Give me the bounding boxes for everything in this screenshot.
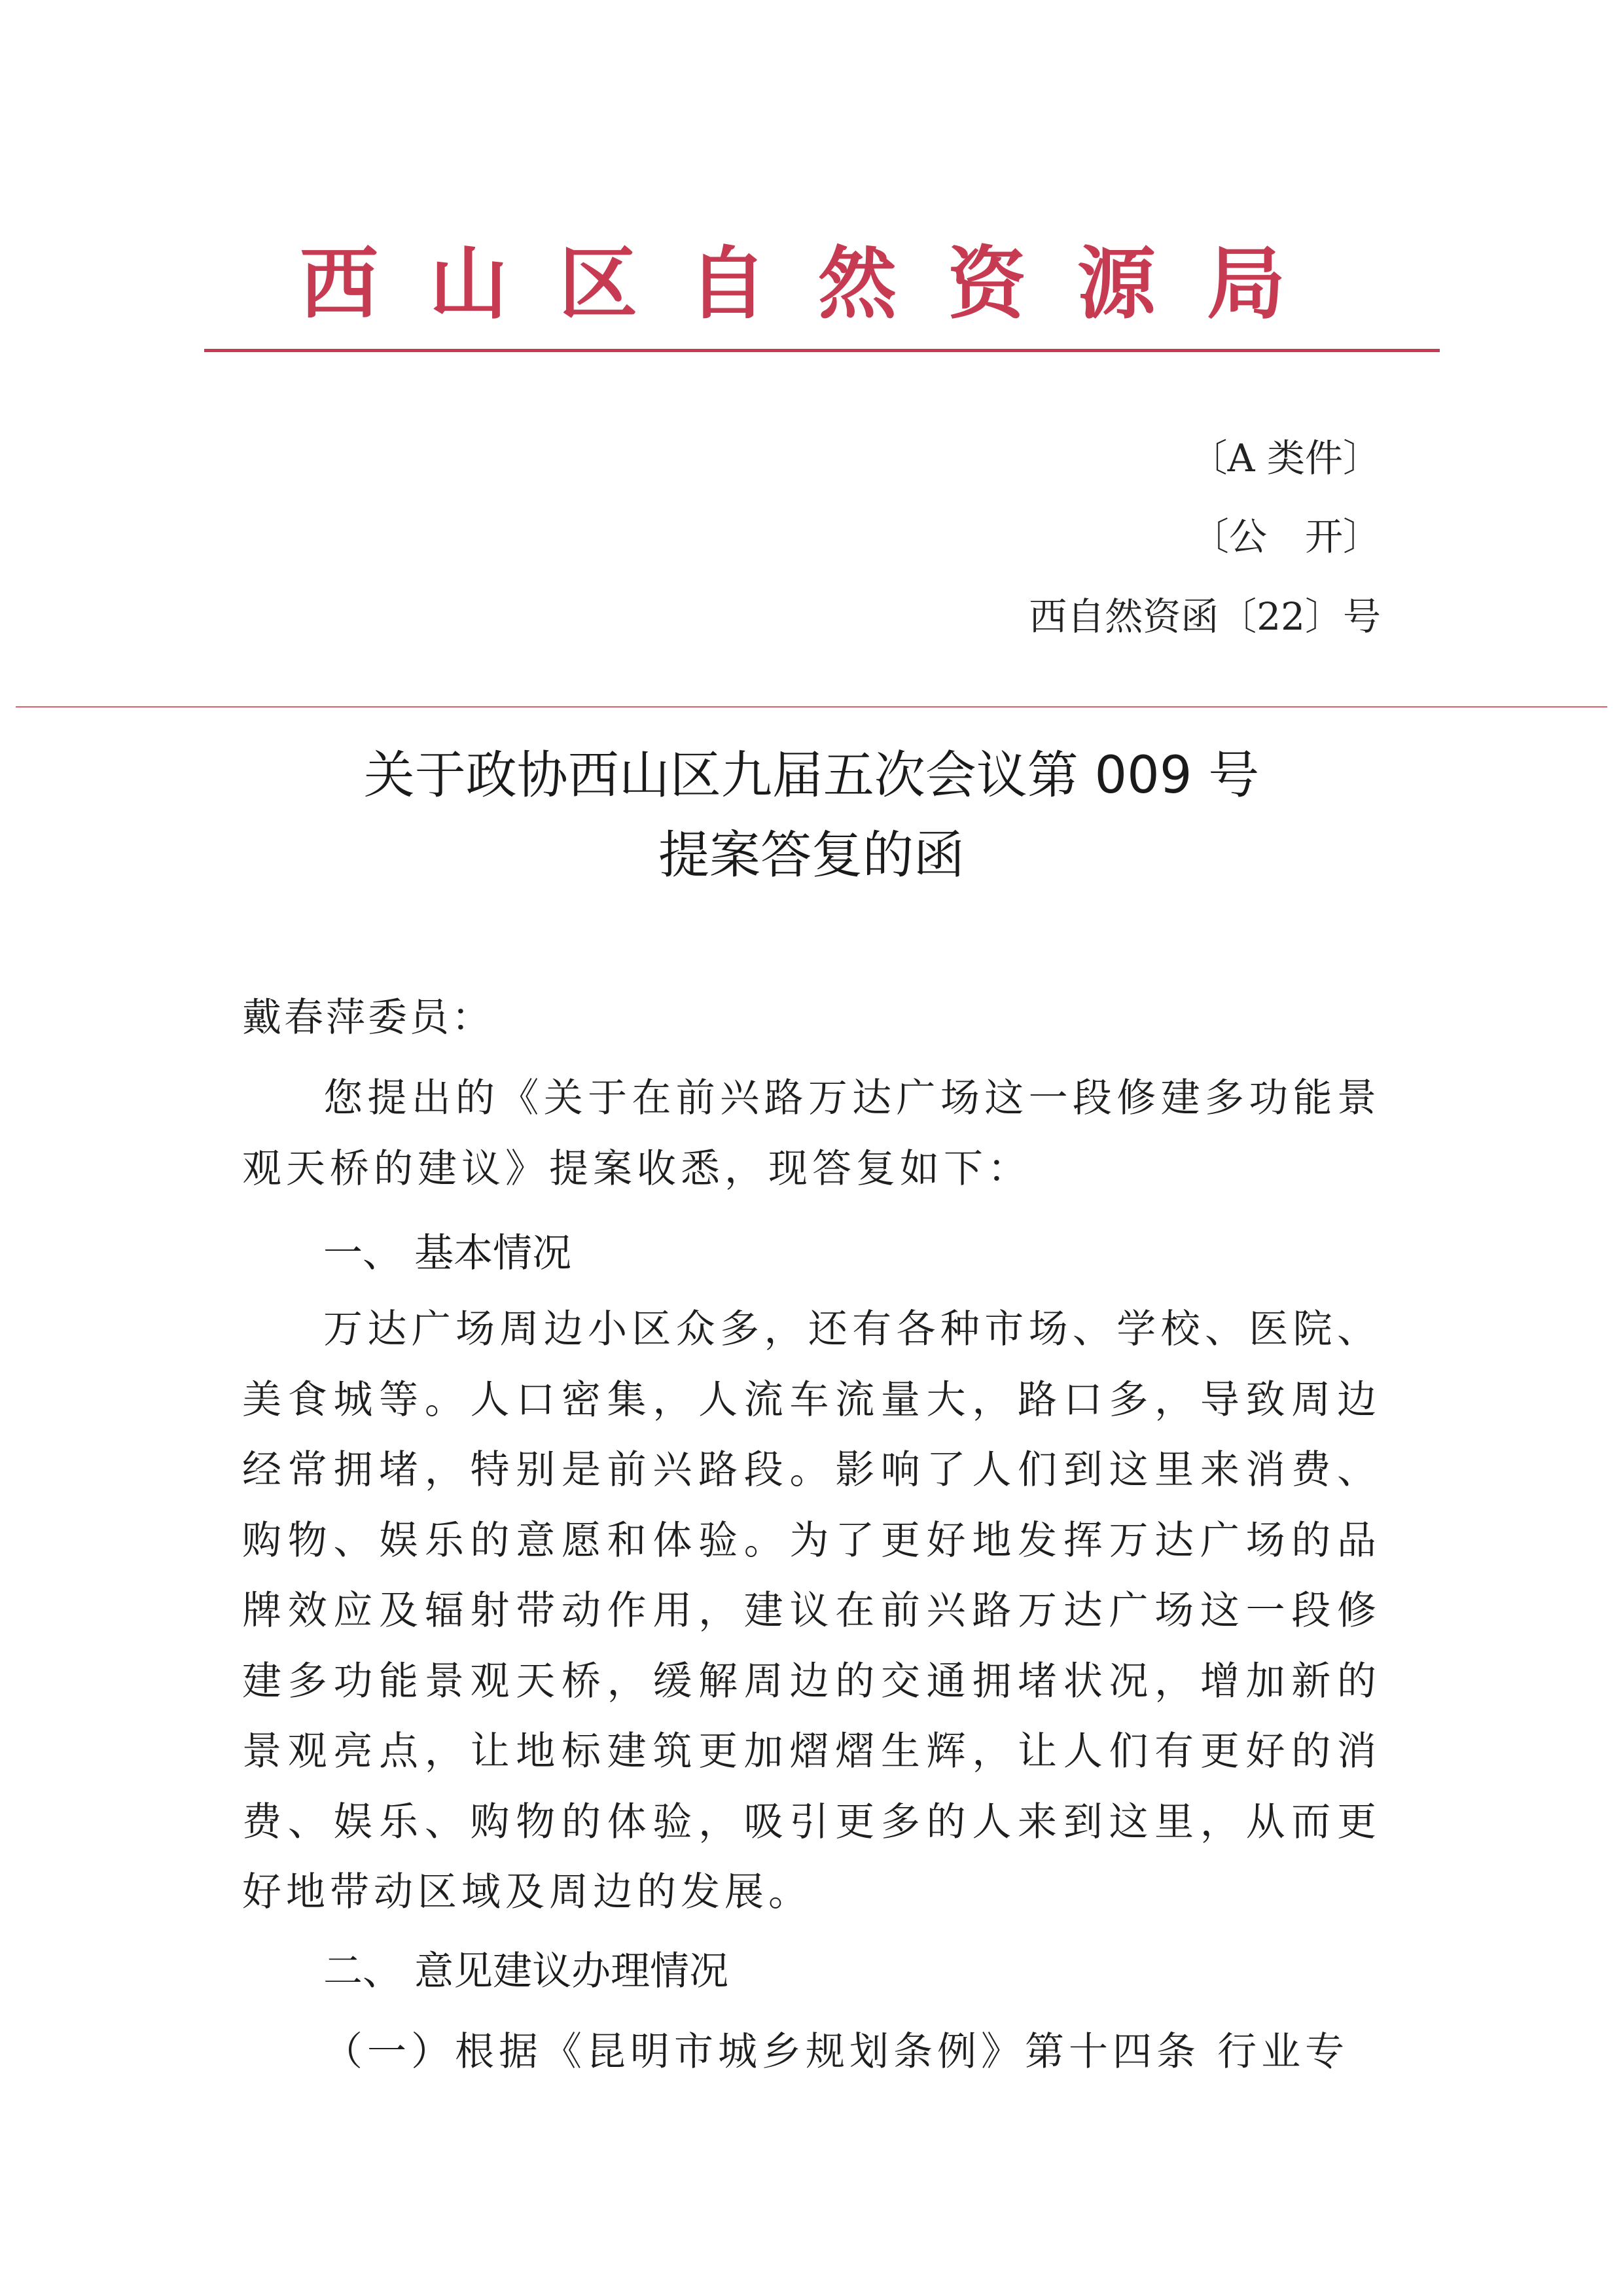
basic-situation-paragraph: 万达广场周边小区众多，还有各种市场、学校、医院、美食城等。人口密集，人流车流量大，路口多，导致周边经常拥堵，特别是前兴路段。影响了人们到这里来消费、购物、娱乐的意愿和体验。为了更好地发挥万达广场的品牌效应及辐射带动作用，建议在前兴路万达广场这一段修建多功能景观天桥，缓解周边的交通拥堵状况，增加新的景观亮点，让地标建筑更加熠熠生辉，让人们有更好的消费、娱乐、购物的体验，吸引更多的人来到这里，从而更好地带动区域及周边的发展。 — [242, 1306, 1381, 1915]
handling-status-paragraph: （一）根据《昆明市城乡规划条例》第十四条 行业专 — [323, 2029, 1349, 2075]
document-number: 西自然资函〔22〕号 — [1029, 594, 1381, 639]
intro-paragraph: 您提出的《关于在前兴路万达广场这一段修建多功能景观天桥的建议》提案收悉，现答复如下： — [242, 1075, 1381, 1192]
header-divider — [16, 706, 1607, 708]
agency-name: 西山区自然资源局 — [300, 239, 1336, 330]
header-red-rule — [204, 349, 1440, 352]
document-category: 〔A 类件〕 — [1189, 436, 1381, 480]
disclosure-status: 〔公 开〕 — [1190, 514, 1381, 559]
salutation: 戴春萍委员： — [242, 995, 493, 1041]
subject-title-line-2: 提案答复的函 — [658, 826, 965, 885]
subject-title-line-1: 关于政协西山区九届五次会议第 009 号 — [363, 746, 1260, 805]
section-heading-basic-situation: 一、 基本情况 — [323, 1230, 572, 1276]
section-heading-handling-status: 二、 意见建议办理情况 — [323, 1948, 729, 1994]
